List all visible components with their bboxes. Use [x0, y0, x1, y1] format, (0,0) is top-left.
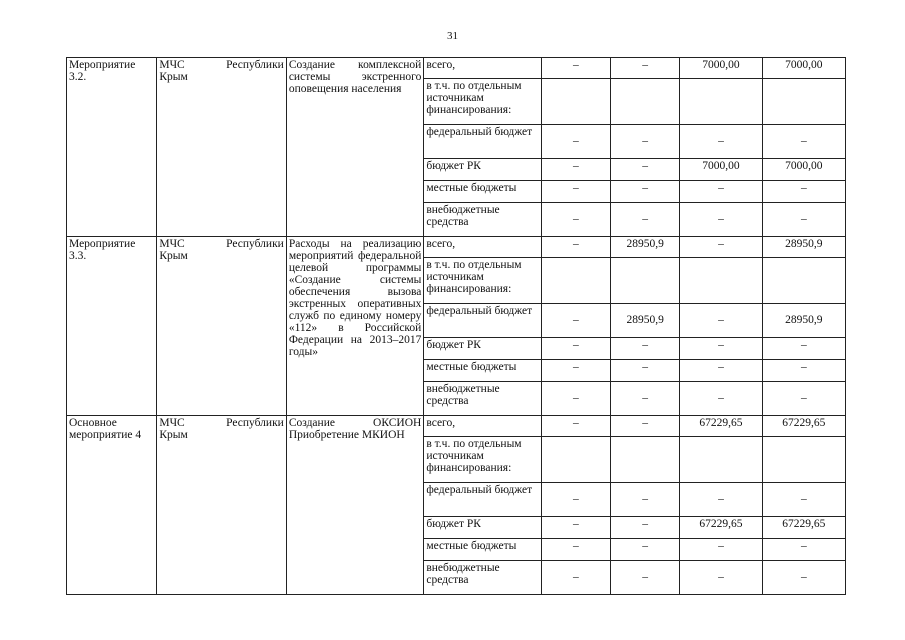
amount-year-4: 7000,00 — [762, 58, 845, 79]
executor-org: МЧС — [159, 417, 185, 429]
amount-year-1: – — [541, 561, 610, 595]
amount-year-3: – — [680, 539, 762, 561]
executor-region: Республики — [226, 238, 284, 250]
amount-year-2: 28950,9 — [611, 304, 680, 338]
amount-year-3: – — [680, 237, 762, 258]
amount-year-4: – — [762, 539, 845, 561]
amount-year-3 — [680, 258, 762, 304]
table-row — [67, 58, 846, 79]
funding-source: в т.ч. по отдельным источникам финансирования: — [424, 79, 541, 125]
amount-year-1: – — [541, 338, 610, 360]
funding-source: внебюджетные средства — [424, 382, 541, 416]
amount-year-3: – — [680, 338, 762, 360]
amount-year-3: 7000,00 — [680, 58, 762, 79]
amount-year-2: – — [611, 159, 680, 181]
funding-source: всего, — [424, 237, 541, 258]
amount-year-4 — [762, 79, 845, 125]
executor-region-name: Крым — [159, 71, 188, 83]
event-name: Мероприятие 3.2. — [67, 58, 157, 237]
amount-year-2: – — [611, 561, 680, 595]
amount-year-2 — [611, 437, 680, 483]
funding-source: федеральный бюджет — [424, 125, 541, 159]
amount-year-2: – — [611, 203, 680, 237]
event-description: Создание ОКСИОН Приобретение МКИОН — [286, 416, 424, 595]
funding-source: внебюджетные средства — [424, 561, 541, 595]
executor — [157, 416, 286, 595]
amount-year-1: – — [541, 304, 610, 338]
funding-source: местные бюджеты — [424, 539, 541, 561]
amount-year-4 — [762, 437, 845, 483]
amount-year-4: – — [762, 181, 845, 203]
amount-year-2: – — [611, 125, 680, 159]
amount-year-3: – — [680, 125, 762, 159]
amount-year-2: – — [611, 58, 680, 79]
amount-year-4: 28950,9 — [762, 304, 845, 338]
amount-year-1: – — [541, 539, 610, 561]
executor-region: Республики — [226, 417, 284, 429]
amount-year-2: – — [611, 338, 680, 360]
event-name: Мероприятие 3.3. — [67, 237, 157, 416]
amount-year-1: – — [541, 125, 610, 159]
amount-year-3 — [680, 79, 762, 125]
amount-year-2: – — [611, 181, 680, 203]
amount-year-4: – — [762, 125, 845, 159]
amount-year-1: – — [541, 181, 610, 203]
table-row — [67, 237, 846, 258]
amount-year-2 — [611, 79, 680, 125]
funding-source: местные бюджеты — [424, 181, 541, 203]
amount-year-3: 7000,00 — [680, 159, 762, 181]
funding-source: в т.ч. по отдельным источникам финансирования: — [424, 258, 541, 304]
event-name: Основное мероприятие 4 — [67, 416, 157, 595]
amount-year-3 — [680, 437, 762, 483]
amount-year-1: – — [541, 517, 610, 539]
amount-year-2: – — [611, 483, 680, 517]
executor-region-name: Крым — [159, 429, 188, 441]
amount-year-3: 67229,65 — [680, 416, 762, 437]
event-description: Создание комплексной системы экстренного оповещения населения — [286, 58, 424, 237]
amount-year-4: – — [762, 561, 845, 595]
amount-year-1: – — [541, 483, 610, 517]
funding-source: федеральный бюджет — [424, 304, 541, 338]
amount-year-1: – — [541, 58, 610, 79]
amount-year-2: – — [611, 539, 680, 561]
page-number: 31 — [447, 30, 458, 42]
amount-year-4: – — [762, 360, 845, 382]
funding-source: бюджет РК — [424, 517, 541, 539]
executor-region: Республики — [226, 59, 284, 71]
amount-year-2: – — [611, 416, 680, 437]
amount-year-3: – — [680, 483, 762, 517]
amount-year-4: 7000,00 — [762, 159, 845, 181]
funding-source: всего, — [424, 416, 541, 437]
amount-year-3: – — [680, 561, 762, 595]
amount-year-2: – — [611, 517, 680, 539]
executor — [157, 237, 286, 416]
amount-year-1: – — [541, 416, 610, 437]
amount-year-2: 28950,9 — [611, 237, 680, 258]
funding-table — [66, 57, 846, 595]
amount-year-1: – — [541, 360, 610, 382]
funding-source: федеральный бюджет — [424, 483, 541, 517]
event-description: Расходы на реализацию мероприятий федеральной целевой программы «Создание системы обеспечения вызова экстренных оперативных служб по единому номеру «112» в Российской Федерации на 2013–2017 годы» — [286, 237, 424, 416]
funding-source: местные бюджеты — [424, 360, 541, 382]
amount-year-1: – — [541, 237, 610, 258]
amount-year-4: 67229,65 — [762, 416, 845, 437]
funding-source: бюджет РК — [424, 338, 541, 360]
amount-year-3: – — [680, 382, 762, 416]
amount-year-3: – — [680, 360, 762, 382]
amount-year-1: – — [541, 159, 610, 181]
amount-year-2: – — [611, 360, 680, 382]
amount-year-3: 67229,65 — [680, 517, 762, 539]
amount-year-1 — [541, 258, 610, 304]
amount-year-4 — [762, 258, 845, 304]
amount-year-1: – — [541, 203, 610, 237]
amount-year-4: 28950,9 — [762, 237, 845, 258]
funding-source: бюджет РК — [424, 159, 541, 181]
executor — [157, 58, 286, 237]
amount-year-2: – — [611, 382, 680, 416]
funding-source: в т.ч. по отдельным источникам финансирования: — [424, 437, 541, 483]
amount-year-4: 67229,65 — [762, 517, 845, 539]
amount-year-1: – — [541, 382, 610, 416]
amount-year-3: – — [680, 181, 762, 203]
amount-year-3: – — [680, 203, 762, 237]
executor-org: МЧС — [159, 238, 185, 250]
table-row — [67, 416, 846, 437]
amount-year-4: – — [762, 483, 845, 517]
amount-year-4: – — [762, 203, 845, 237]
executor-org: МЧС — [159, 59, 185, 71]
amount-year-4: – — [762, 338, 845, 360]
amount-year-3: – — [680, 304, 762, 338]
amount-year-1 — [541, 437, 610, 483]
funding-source: внебюджетные средства — [424, 203, 541, 237]
amount-year-1 — [541, 79, 610, 125]
funding-source: всего, — [424, 58, 541, 79]
amount-year-4: – — [762, 382, 845, 416]
amount-year-2 — [611, 258, 680, 304]
executor-region-name: Крым — [159, 250, 188, 262]
